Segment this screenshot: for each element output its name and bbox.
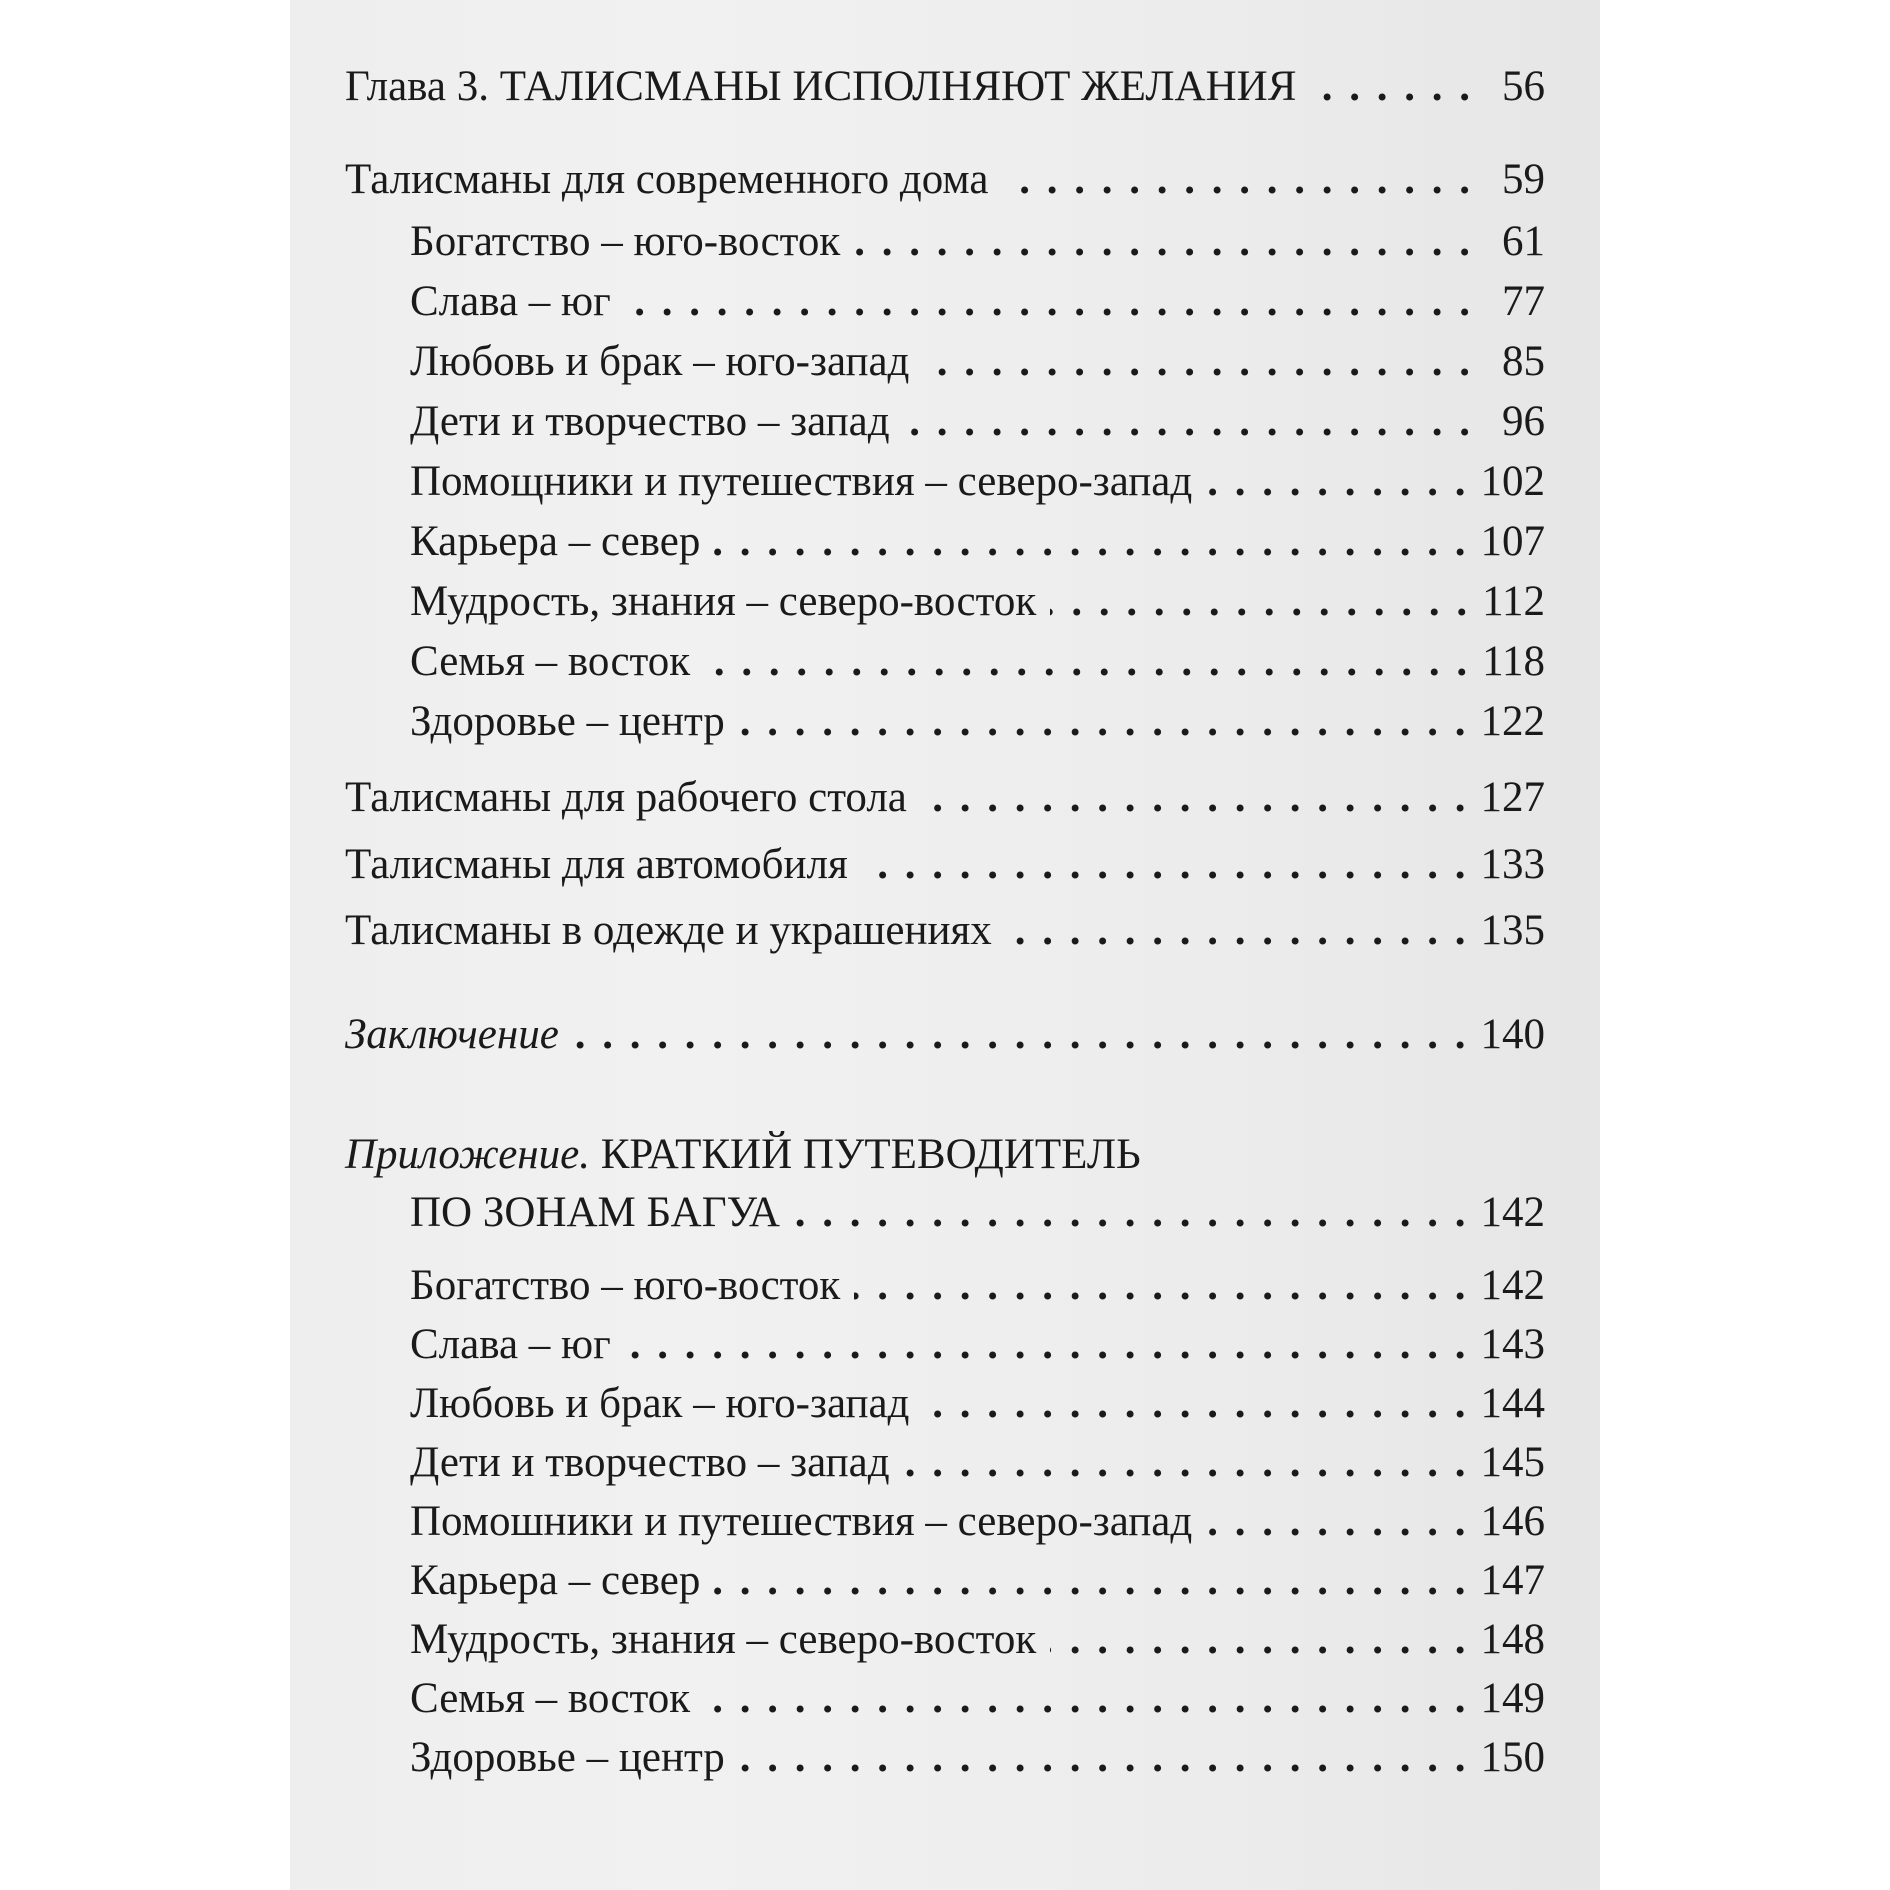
page-number: 147	[1480, 1557, 1545, 1604]
toc-entry-title: Талисманы в одежде и украшениях	[345, 907, 992, 954]
dot-leader	[739, 1733, 1469, 1783]
toc-appendix-heading-line1	[345, 1130, 1545, 1180]
toc-entry[interactable]	[410, 337, 1545, 387]
dot-leader	[1002, 155, 1473, 205]
toc-entry[interactable]	[410, 577, 1545, 627]
page-number: 142	[1480, 1262, 1545, 1309]
toc-entry-title: Любовь и брак – юго-запад	[410, 338, 910, 385]
toc-section[interactable]	[345, 773, 1545, 823]
toc-entry[interactable]	[410, 1497, 1545, 1547]
page-number: 143	[1480, 1321, 1545, 1368]
toc-entry-title: Любовь и брак – юго-запад	[410, 1380, 910, 1427]
page-number: 148	[1480, 1616, 1545, 1663]
toc-entry[interactable]	[410, 1438, 1545, 1488]
page-number: 107	[1480, 518, 1545, 565]
dot-leader	[625, 277, 1473, 327]
dot-leader	[573, 1010, 1469, 1060]
page-number: 112	[1482, 578, 1545, 625]
toc-conclusion[interactable]	[345, 1010, 1545, 1060]
toc-entry-title: Карьера – север	[410, 1557, 701, 1604]
toc-entry[interactable]	[410, 1320, 1545, 1370]
page-number: 85	[1502, 338, 1545, 385]
dot-leader	[854, 217, 1473, 267]
page-number: 56	[1502, 63, 1545, 110]
toc-entry-title: Дети и творчество – запад	[410, 1439, 890, 1486]
dot-leader	[1310, 62, 1473, 112]
toc-entry[interactable]	[410, 217, 1545, 267]
dot-leader	[1206, 1497, 1468, 1547]
page-number: 145	[1480, 1439, 1545, 1486]
page-number: 127	[1480, 774, 1545, 821]
dot-leader	[854, 1261, 1468, 1311]
page-number: 149	[1480, 1675, 1545, 1722]
toc-entry[interactable]	[410, 1674, 1545, 1724]
page-number: 150	[1480, 1734, 1545, 1781]
dot-leader	[1206, 457, 1468, 507]
toc-entry-title: Талисманы для современного дома	[345, 156, 989, 203]
toc-entry[interactable]	[410, 277, 1545, 327]
page-number: 59	[1502, 156, 1545, 203]
toc-entry-title	[345, 62, 1296, 112]
toc-entry-title	[345, 1130, 1141, 1180]
toc-entry[interactable]	[410, 1261, 1545, 1311]
toc-section-home[interactable]	[345, 155, 1545, 205]
appendix-label: Приложение.	[345, 1131, 590, 1178]
toc-entry[interactable]	[410, 637, 1545, 687]
page-number: 77	[1502, 278, 1545, 325]
dot-leader	[1050, 1615, 1468, 1665]
toc-entry[interactable]	[410, 1615, 1545, 1665]
toc-entry[interactable]	[410, 517, 1545, 567]
dot-leader	[904, 1438, 1469, 1488]
toc-entry-title: Помощники и путешествия – северо-запад	[410, 458, 1193, 505]
page-number: 102	[1480, 458, 1545, 505]
appendix-title-line1: КРАТКИЙ ПУТЕВОДИТЕЛЬ	[600, 1131, 1141, 1178]
toc-entry[interactable]	[410, 457, 1545, 507]
toc-entry-title: Талисманы для рабочего стола	[345, 774, 907, 821]
dot-leader	[921, 773, 1469, 823]
toc-entry[interactable]	[410, 697, 1545, 747]
toc-entry-title: Помошники и путешествия – северо-запад	[410, 1498, 1193, 1545]
toc-entry-title: Богатство – юго-восток	[410, 1262, 841, 1309]
dot-leader	[714, 517, 1468, 567]
toc-entry-title: Слава – юг	[410, 278, 611, 325]
toc-entry-title: Талисманы для автомобиля	[345, 841, 848, 888]
dot-leader	[904, 397, 1473, 447]
dot-leader	[1050, 577, 1470, 627]
dot-leader	[923, 1379, 1468, 1429]
toc-entry-title: Карьера – север	[410, 518, 701, 565]
dot-leader	[625, 1320, 1469, 1370]
dot-leader	[739, 697, 1469, 747]
page-number: 61	[1502, 218, 1545, 265]
dot-leader	[714, 1556, 1468, 1606]
dot-leader	[704, 637, 1470, 687]
toc-entry-title: Семья – восток	[410, 1675, 691, 1722]
page-number: 142	[1480, 1189, 1545, 1236]
appendix-title-line2: ПО ЗОНАМ БАГУА	[410, 1189, 780, 1236]
dot-leader	[923, 337, 1473, 387]
page-number: 140	[1480, 1011, 1545, 1058]
toc-appendix-heading[interactable]	[410, 1188, 1545, 1238]
toc-entry[interactable]	[410, 397, 1545, 447]
toc-section[interactable]	[345, 906, 1545, 956]
dot-leader	[704, 1674, 1468, 1724]
toc-entry-title: Дети и творчество – запад	[410, 398, 890, 445]
dot-leader	[794, 1188, 1469, 1238]
toc-entry-title: Мудрость, знания – северо-восток	[410, 1616, 1037, 1663]
page-number: 96	[1502, 398, 1545, 445]
toc-entry[interactable]	[410, 1379, 1545, 1429]
page-number: 146	[1480, 1498, 1545, 1545]
page-number: 122	[1480, 698, 1545, 745]
page-number: 118	[1482, 638, 1545, 685]
toc-entry-title: Слава – юг	[410, 1321, 611, 1368]
page-number: 133	[1480, 841, 1545, 888]
toc-entry-title: Мудрость, знания – северо-восток	[410, 578, 1037, 625]
toc-entry-title: Здоровье – центр	[410, 1734, 725, 1781]
page-number: 144	[1480, 1380, 1545, 1427]
toc-section[interactable]	[345, 840, 1545, 890]
toc-entry-title: Семья – восток	[410, 638, 691, 685]
chapter-title: ТАЛИСМАНЫ ИСПОЛНЯЮТ ЖЕЛАНИЯ	[499, 63, 1297, 110]
dot-leader	[1006, 906, 1469, 956]
toc-entry-title: Заключение	[345, 1011, 559, 1058]
page-number: 135	[1480, 907, 1545, 954]
dot-leader	[862, 840, 1469, 890]
chapter-label: Глава 3.	[345, 63, 489, 110]
toc-chapter-heading[interactable]	[345, 62, 1545, 112]
toc-entry[interactable]	[410, 1556, 1545, 1606]
table-of-contents	[290, 0, 1600, 1890]
book-page	[290, 0, 1600, 1890]
toc-entry-title: Богатство – юго-восток	[410, 218, 841, 265]
toc-entry[interactable]	[410, 1733, 1545, 1783]
toc-entry-title: Здоровье – центр	[410, 698, 725, 745]
